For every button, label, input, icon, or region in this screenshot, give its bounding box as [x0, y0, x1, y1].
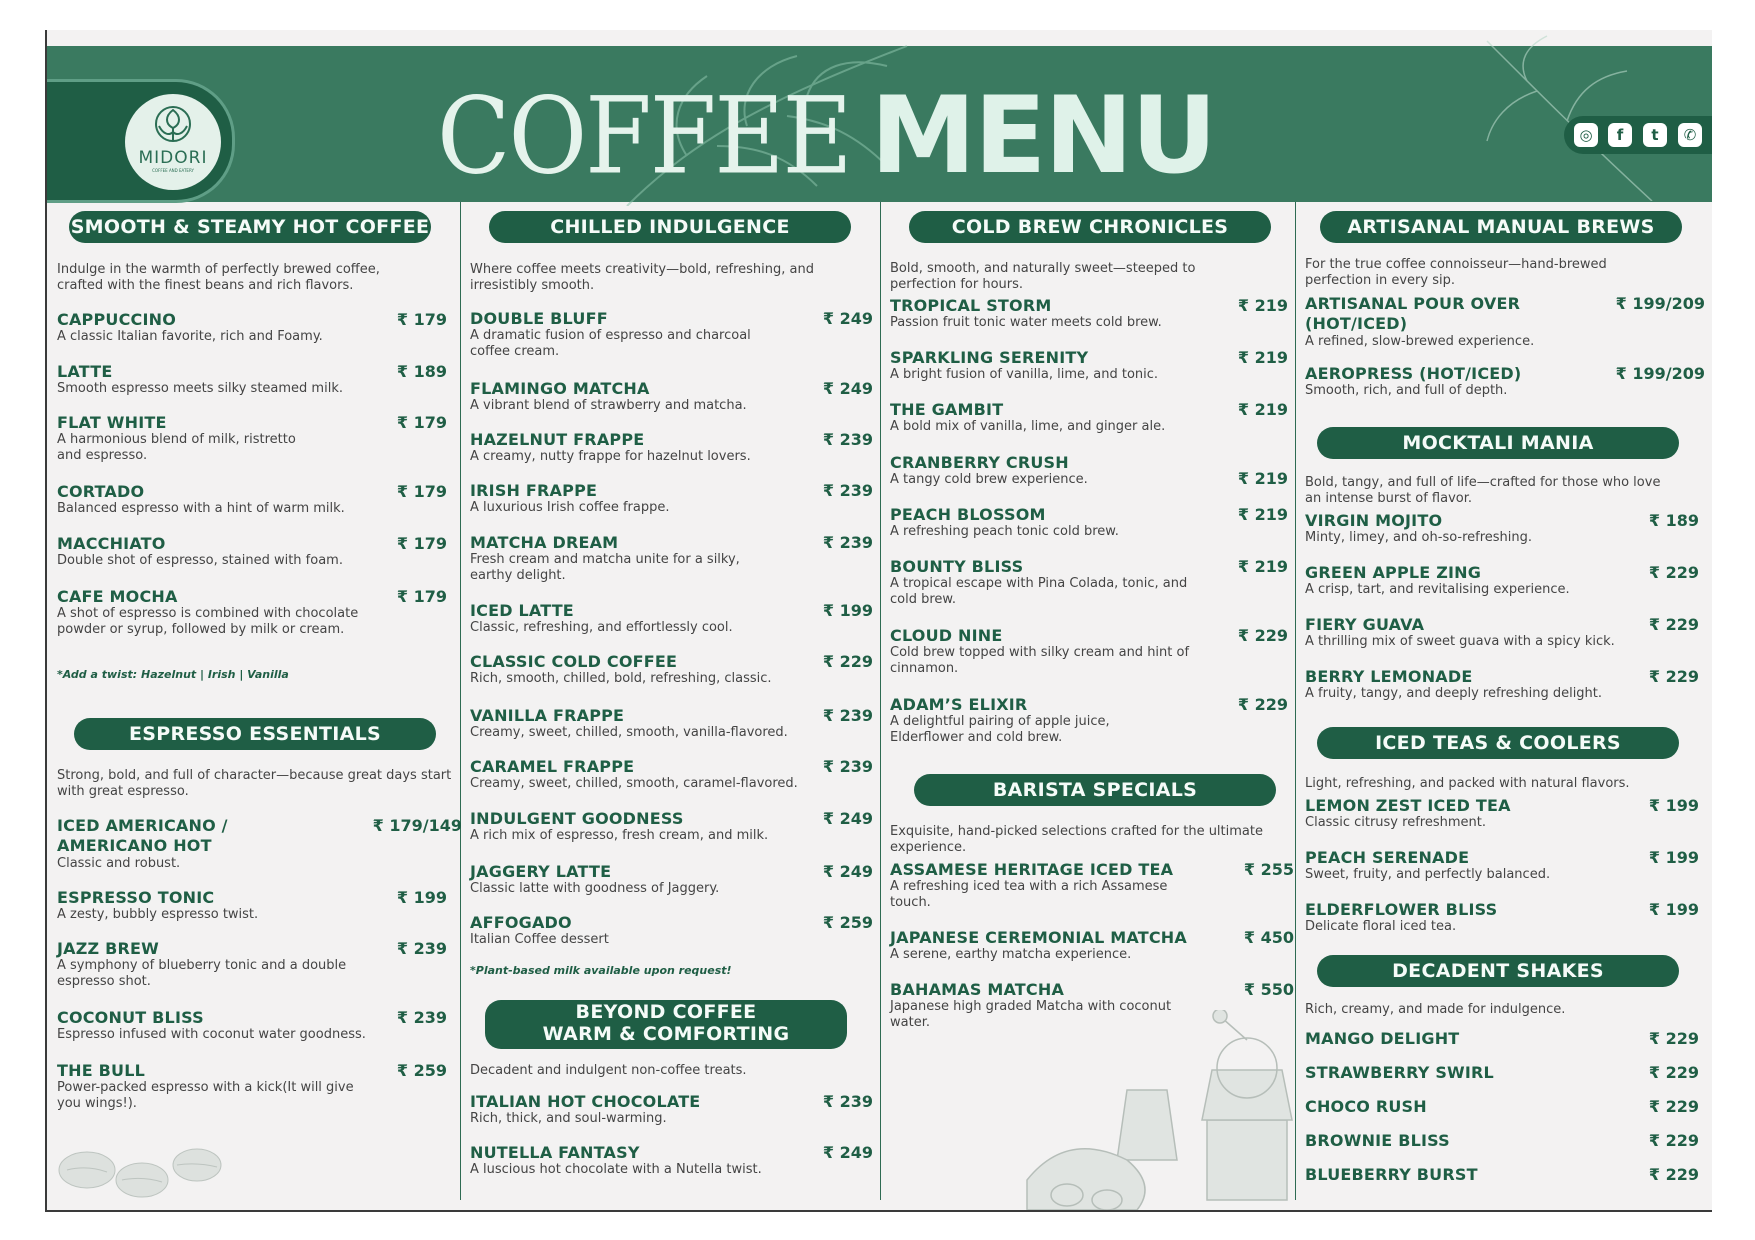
item-price: ₹ 189: [1648, 511, 1699, 530]
section-intro-cold-brew: Bold, smooth, and naturally sweet—steeped to perfection for hours.: [890, 261, 1196, 292]
item-price: ₹ 229: [1648, 1029, 1699, 1048]
item-description: Creamy, sweet, chilled, smooth, caramel-flavored.: [470, 776, 798, 791]
item-price: ₹ 189: [396, 362, 447, 381]
item-price: ₹ 239: [822, 757, 873, 776]
item-price: ₹ 259: [822, 913, 873, 932]
item-name: BERRY LEMONADE: [1305, 667, 1473, 686]
item-price: ₹ 239: [822, 481, 873, 500]
item-price: ₹ 199: [1648, 848, 1699, 867]
item-price: ₹ 179: [396, 413, 447, 432]
coffee-beans-illustration: [47, 1110, 247, 1210]
item-price: ₹ 239: [396, 939, 447, 958]
item-description: A delightful pairing of apple juice, Elderflower and cold brew.: [890, 714, 1110, 745]
item-name: FLAT WHITE: [57, 413, 167, 432]
item-name: FLAMINGO MATCHA: [470, 379, 650, 398]
instagram-icon[interactable]: ◎: [1574, 123, 1598, 147]
section-title-line2: WARM & COMFORTING: [542, 1023, 790, 1045]
item-description: Sweet, fruity, and perfectly balanced.: [1305, 867, 1551, 882]
item-price: ₹ 199: [1648, 796, 1699, 815]
item-name: ICED LATTE: [470, 601, 574, 620]
item-description: Italian Coffee dessert: [470, 932, 609, 947]
item-price: ₹ 249: [822, 1143, 873, 1162]
item-price: ₹ 179: [396, 482, 447, 501]
item-price: ₹ 249: [822, 379, 873, 398]
item-description: Rich, smooth, chilled, bold, refreshing, classic.: [470, 671, 772, 686]
item-name: VANILLA FRAPPE: [470, 706, 625, 725]
item-name: HAZELNUT FRAPPE: [470, 430, 645, 449]
item-price: ₹ 229: [822, 652, 873, 671]
logo: [125, 94, 221, 190]
item-name: CLASSIC COLD COFFEE: [470, 652, 678, 671]
item-description: Creamy, sweet, chilled, smooth, vanilla-flavored.: [470, 725, 788, 740]
item-name: LATTE: [57, 362, 113, 381]
item-price: ₹ 219: [1237, 348, 1288, 367]
item-name: CHOCO RUSH: [1305, 1097, 1427, 1116]
item-description: A bright fusion of vanilla, lime, and tonic.: [890, 367, 1159, 382]
item-description: A tropical escape with Pina Colada, tonic, and cold brew.: [890, 576, 1188, 607]
item-name: ICED AMERICANO /: [57, 816, 228, 835]
item-price: ₹ 219: [1237, 469, 1288, 488]
item-name: BOUNTY BLISS: [890, 557, 1024, 576]
item-price: ₹ 179: [396, 587, 447, 606]
leaf-logo-icon: [151, 104, 195, 144]
item-name: ELDERFLOWER BLISS: [1305, 900, 1498, 919]
section-intro-iced-teas: Light, refreshing, and packed with natural flavors.: [1305, 776, 1630, 791]
item-description: A refined, slow-brewed experience.: [1305, 334, 1535, 349]
section-intro-hot-coffee: Indulge in the warmth of perfectly brewed coffee, crafted with the finest beans and rich flavors.: [57, 262, 380, 293]
item-name: GREEN APPLE ZING: [1305, 563, 1482, 582]
item-name: PEACH BLOSSOM: [890, 505, 1046, 524]
section-intro-chilled: Where coffee meets creativity—bold, refreshing, and irresistibly smooth.: [470, 262, 814, 293]
section-intro-manual-brews: For the true coffee connoisseur—hand-brewed perfection in every sip.: [1305, 257, 1607, 288]
item-name: LEMON ZEST ICED TEA: [1305, 796, 1511, 815]
item-name: THE GAMBIT: [890, 400, 1004, 419]
item-name: TROPICAL STORM: [890, 296, 1052, 315]
section-header-espresso: ESPRESSO ESSENTIALS: [74, 718, 436, 750]
item-name: BLUEBERRY BURST: [1305, 1165, 1478, 1184]
item-name: AEROPRESS (HOT/ICED): [1305, 364, 1522, 383]
column-divider: [880, 202, 881, 1200]
plant-milk-note: *Plant-based milk available upon request!: [470, 964, 732, 977]
item-name-line2: AMERICANO HOT: [57, 836, 212, 855]
social-links: [1564, 116, 1712, 154]
item-price: ₹ 550: [1243, 980, 1294, 999]
section-intro-shakes: Rich, creamy, and made for indulgence.: [1305, 1002, 1566, 1017]
item-price: ₹ 219: [1237, 557, 1288, 576]
item-price: ₹ 199: [822, 601, 873, 620]
item-name: BROWNIE BLISS: [1305, 1131, 1450, 1150]
section-header-mocktali: MOCKTALI MANIA: [1317, 427, 1679, 459]
item-price: ₹ 259: [396, 1061, 447, 1080]
item-price: ₹ 179: [396, 534, 447, 553]
item-description: A fruity, tangy, and deeply refreshing delight.: [1305, 686, 1603, 701]
item-name: DOUBLE BLUFF: [470, 309, 608, 328]
item-price: ₹ 249: [822, 309, 873, 328]
item-name: STRAWBERRY SWIRL: [1305, 1063, 1494, 1082]
item-description: Classic and robust.: [57, 856, 181, 871]
item-name: ITALIAN HOT CHOCOLATE: [470, 1092, 701, 1111]
section-header-manual-brews: ARTISANAL MANUAL BREWS: [1320, 211, 1682, 243]
item-description: A creamy, nutty frappe for hazelnut lovers.: [470, 449, 751, 464]
item-description: A vibrant blend of strawberry and matcha.: [470, 398, 747, 413]
item-description: Classic latte with goodness of Jaggery.: [470, 881, 720, 896]
item-description: Double shot of espresso, stained with foam.: [57, 553, 343, 568]
item-price: ₹ 229: [1648, 1063, 1699, 1082]
item-name: MACCHIATO: [57, 534, 166, 553]
section-header-beyond-coffee: [485, 1000, 847, 1049]
item-price: ₹ 229: [1648, 1097, 1699, 1116]
item-description: A rich mix of espresso, fresh cream, and milk.: [470, 828, 769, 843]
item-price: ₹ 249: [822, 862, 873, 881]
item-description: Classic, refreshing, and effortlessly cool.: [470, 620, 733, 635]
item-price: ₹ 199: [1648, 900, 1699, 919]
item-name: IRISH FRAPPE: [470, 481, 598, 500]
item-description: A zesty, bubbly espresso twist.: [57, 907, 259, 922]
item-description: A bold mix of vanilla, lime, and ginger ale.: [890, 419, 1166, 434]
item-price: ₹ 179/149: [372, 816, 462, 835]
item-name: ESPRESSO TONIC: [57, 888, 215, 907]
item-description: A luscious hot chocolate with a Nutella twist.: [470, 1162, 762, 1177]
coffee-grinder-illustration: [1007, 1010, 1297, 1210]
section-header-barista: BARISTA SPECIALS: [914, 774, 1276, 806]
add-twist-note: *Add a twist: Hazelnut | Irish | Vanilla: [57, 668, 289, 681]
item-description: A tangy cold brew experience.: [890, 472, 1088, 487]
item-price: ₹ 219: [1237, 296, 1288, 315]
section-intro-mocktali: Bold, tangy, and full of life—crafted for those who love an intense burst of flavor.: [1305, 475, 1661, 506]
item-description: A classic Italian favorite, rich and Foamy.: [57, 329, 323, 344]
item-description: A thrilling mix of sweet guava with a spicy kick.: [1305, 634, 1615, 649]
item-description: A luxurious Irish coffee frappe.: [470, 500, 670, 515]
item-name: CLOUD NINE: [890, 626, 1003, 645]
item-name: INDULGENT GOODNESS: [470, 809, 684, 828]
item-name: SPARKLING SERENITY: [890, 348, 1089, 367]
section-intro-barista: Exquisite, hand-picked selections crafted for the ultimate experience.: [890, 824, 1263, 855]
item-name: COCONUT BLISS: [57, 1008, 204, 1027]
item-description: Japanese high graded Matcha with coconut water.: [890, 999, 1172, 1030]
header-banner: [47, 46, 1712, 202]
item-price: ₹ 229: [1237, 695, 1288, 714]
item-price: ₹ 249: [822, 809, 873, 828]
item-name: THE BULL: [57, 1061, 145, 1080]
item-description: Balanced espresso with a hint of warm milk.: [57, 501, 345, 516]
section-header-chilled: CHILLED INDULGENCE: [489, 211, 851, 243]
item-name: CORTADO: [57, 482, 145, 501]
item-name-line2: (HOT/ICED): [1305, 314, 1408, 333]
item-name: MANGO DELIGHT: [1305, 1029, 1460, 1048]
item-description: Classic citrusy refreshment.: [1305, 815, 1486, 830]
brand-name: MIDORI: [138, 148, 208, 168]
item-name: AFFOGADO: [470, 913, 572, 932]
item-description: Smooth, rich, and full of depth.: [1305, 383, 1508, 398]
item-price: ₹ 229: [1648, 615, 1699, 634]
item-description: A harmonious blend of milk, ristretto and espresso.: [57, 432, 296, 463]
item-price: ₹ 199/209: [1615, 294, 1705, 313]
item-price: ₹ 229: [1648, 667, 1699, 686]
item-name: ARTISANAL POUR OVER: [1305, 294, 1521, 313]
twitter-icon[interactable]: t: [1643, 123, 1667, 147]
item-price: ₹ 229: [1237, 626, 1288, 645]
item-description: A shot of espresso is combined with chocolate powder or syrup, followed by milk or cream.: [57, 606, 359, 637]
item-price: ₹ 239: [822, 706, 873, 725]
item-description: Power-packed espresso with a kick(It will give you wings!).: [57, 1080, 354, 1111]
section-header-shakes: DECADENT SHAKES: [1317, 955, 1679, 987]
item-description: Delicate floral iced tea.: [1305, 919, 1457, 934]
item-name: ADAM’S ELIXIR: [890, 695, 1028, 714]
item-price: ₹ 239: [822, 533, 873, 552]
item-name: JAZZ BREW: [57, 939, 160, 958]
page-title: [437, 74, 1215, 204]
item-price: ₹ 239: [822, 1092, 873, 1111]
item-description: Espresso infused with coconut water goodness.: [57, 1027, 366, 1042]
item-name: CARAMEL FRAPPE: [470, 757, 635, 776]
brand-tagline: COFFEE AND EATERY: [152, 168, 194, 173]
item-price: ₹ 199: [396, 888, 447, 907]
item-name: CRANBERRY CRUSH: [890, 453, 1069, 472]
title-menu: MENU: [870, 74, 1216, 197]
item-price: ₹ 239: [822, 430, 873, 449]
item-price: ₹ 219: [1237, 505, 1288, 524]
item-description: Rich, thick, and soul-warming.: [470, 1111, 667, 1126]
item-description: Minty, limey, and oh-so-refreshing.: [1305, 530, 1533, 545]
item-description: Passion fruit tonic water meets cold brew.: [890, 315, 1162, 330]
facebook-icon[interactable]: f: [1608, 123, 1632, 147]
item-price: ₹ 219: [1237, 400, 1288, 419]
item-description: Fresh cream and matcha unite for a silky, earthy delight.: [470, 552, 740, 583]
item-description: A refreshing iced tea with a rich Assamese touch.: [890, 879, 1168, 910]
item-name: PEACH SERENADE: [1305, 848, 1470, 867]
item-name: CAFE MOCHA: [57, 587, 178, 606]
item-description: A dramatic fusion of espresso and charcoal coffee cream.: [470, 328, 751, 359]
section-header-iced-teas: ICED TEAS & COOLERS: [1317, 727, 1679, 759]
item-name: JAPANESE CEREMONIAL MATCHA: [890, 928, 1187, 947]
item-name: FIERY GUAVA: [1305, 615, 1425, 634]
item-description: Smooth espresso meets silky steamed milk.: [57, 381, 343, 396]
item-name: JAGGERY LATTE: [470, 862, 612, 881]
item-name: ASSAMESE HERITAGE ICED TEA: [890, 860, 1174, 879]
item-name: VIRGIN MOJITO: [1305, 511, 1443, 530]
section-header-cold-brew: COLD BREW CHRONICLES: [909, 211, 1271, 243]
item-name: MATCHA DREAM: [470, 533, 619, 552]
section-header-hot-coffee: SMOOTH & STEAMY HOT COFFEE: [69, 211, 431, 243]
item-description: A serene, earthy matcha experience.: [890, 947, 1132, 962]
menu-page: [45, 30, 1712, 1212]
item-price: ₹ 199/209: [1615, 364, 1705, 383]
item-name: NUTELLA FANTASY: [470, 1143, 640, 1162]
item-price: ₹ 179: [396, 310, 447, 329]
section-intro-beyond-coffee: Decadent and indulgent non-coffee treats.: [470, 1063, 747, 1078]
item-price: ₹ 229: [1648, 1165, 1699, 1184]
item-name: BAHAMAS MATCHA: [890, 980, 1065, 999]
section-intro-espresso: Strong, bold, and full of character—because great days start with great espresso.: [57, 768, 452, 799]
item-price: ₹ 229: [1648, 563, 1699, 582]
item-name: CAPPUCCINO: [57, 310, 176, 329]
item-description: A crisp, tart, and revitalising experience.: [1305, 582, 1570, 597]
item-price: ₹ 229: [1648, 1131, 1699, 1150]
whatsapp-icon[interactable]: ✆: [1678, 123, 1702, 147]
item-description: Cold brew topped with silky cream and hint of cinnamon.: [890, 645, 1190, 676]
item-description: A refreshing peach tonic cold brew.: [890, 524, 1119, 539]
column-divider: [460, 202, 461, 1200]
item-price: ₹ 239: [396, 1008, 447, 1027]
item-description: A symphony of blueberry tonic and a double espresso shot.: [57, 958, 347, 989]
section-title-line1: BEYOND COFFEE: [575, 1001, 757, 1023]
title-coffee: COFFEE: [437, 73, 851, 198]
item-price: ₹ 255: [1243, 860, 1294, 879]
item-price: ₹ 450: [1243, 928, 1294, 947]
